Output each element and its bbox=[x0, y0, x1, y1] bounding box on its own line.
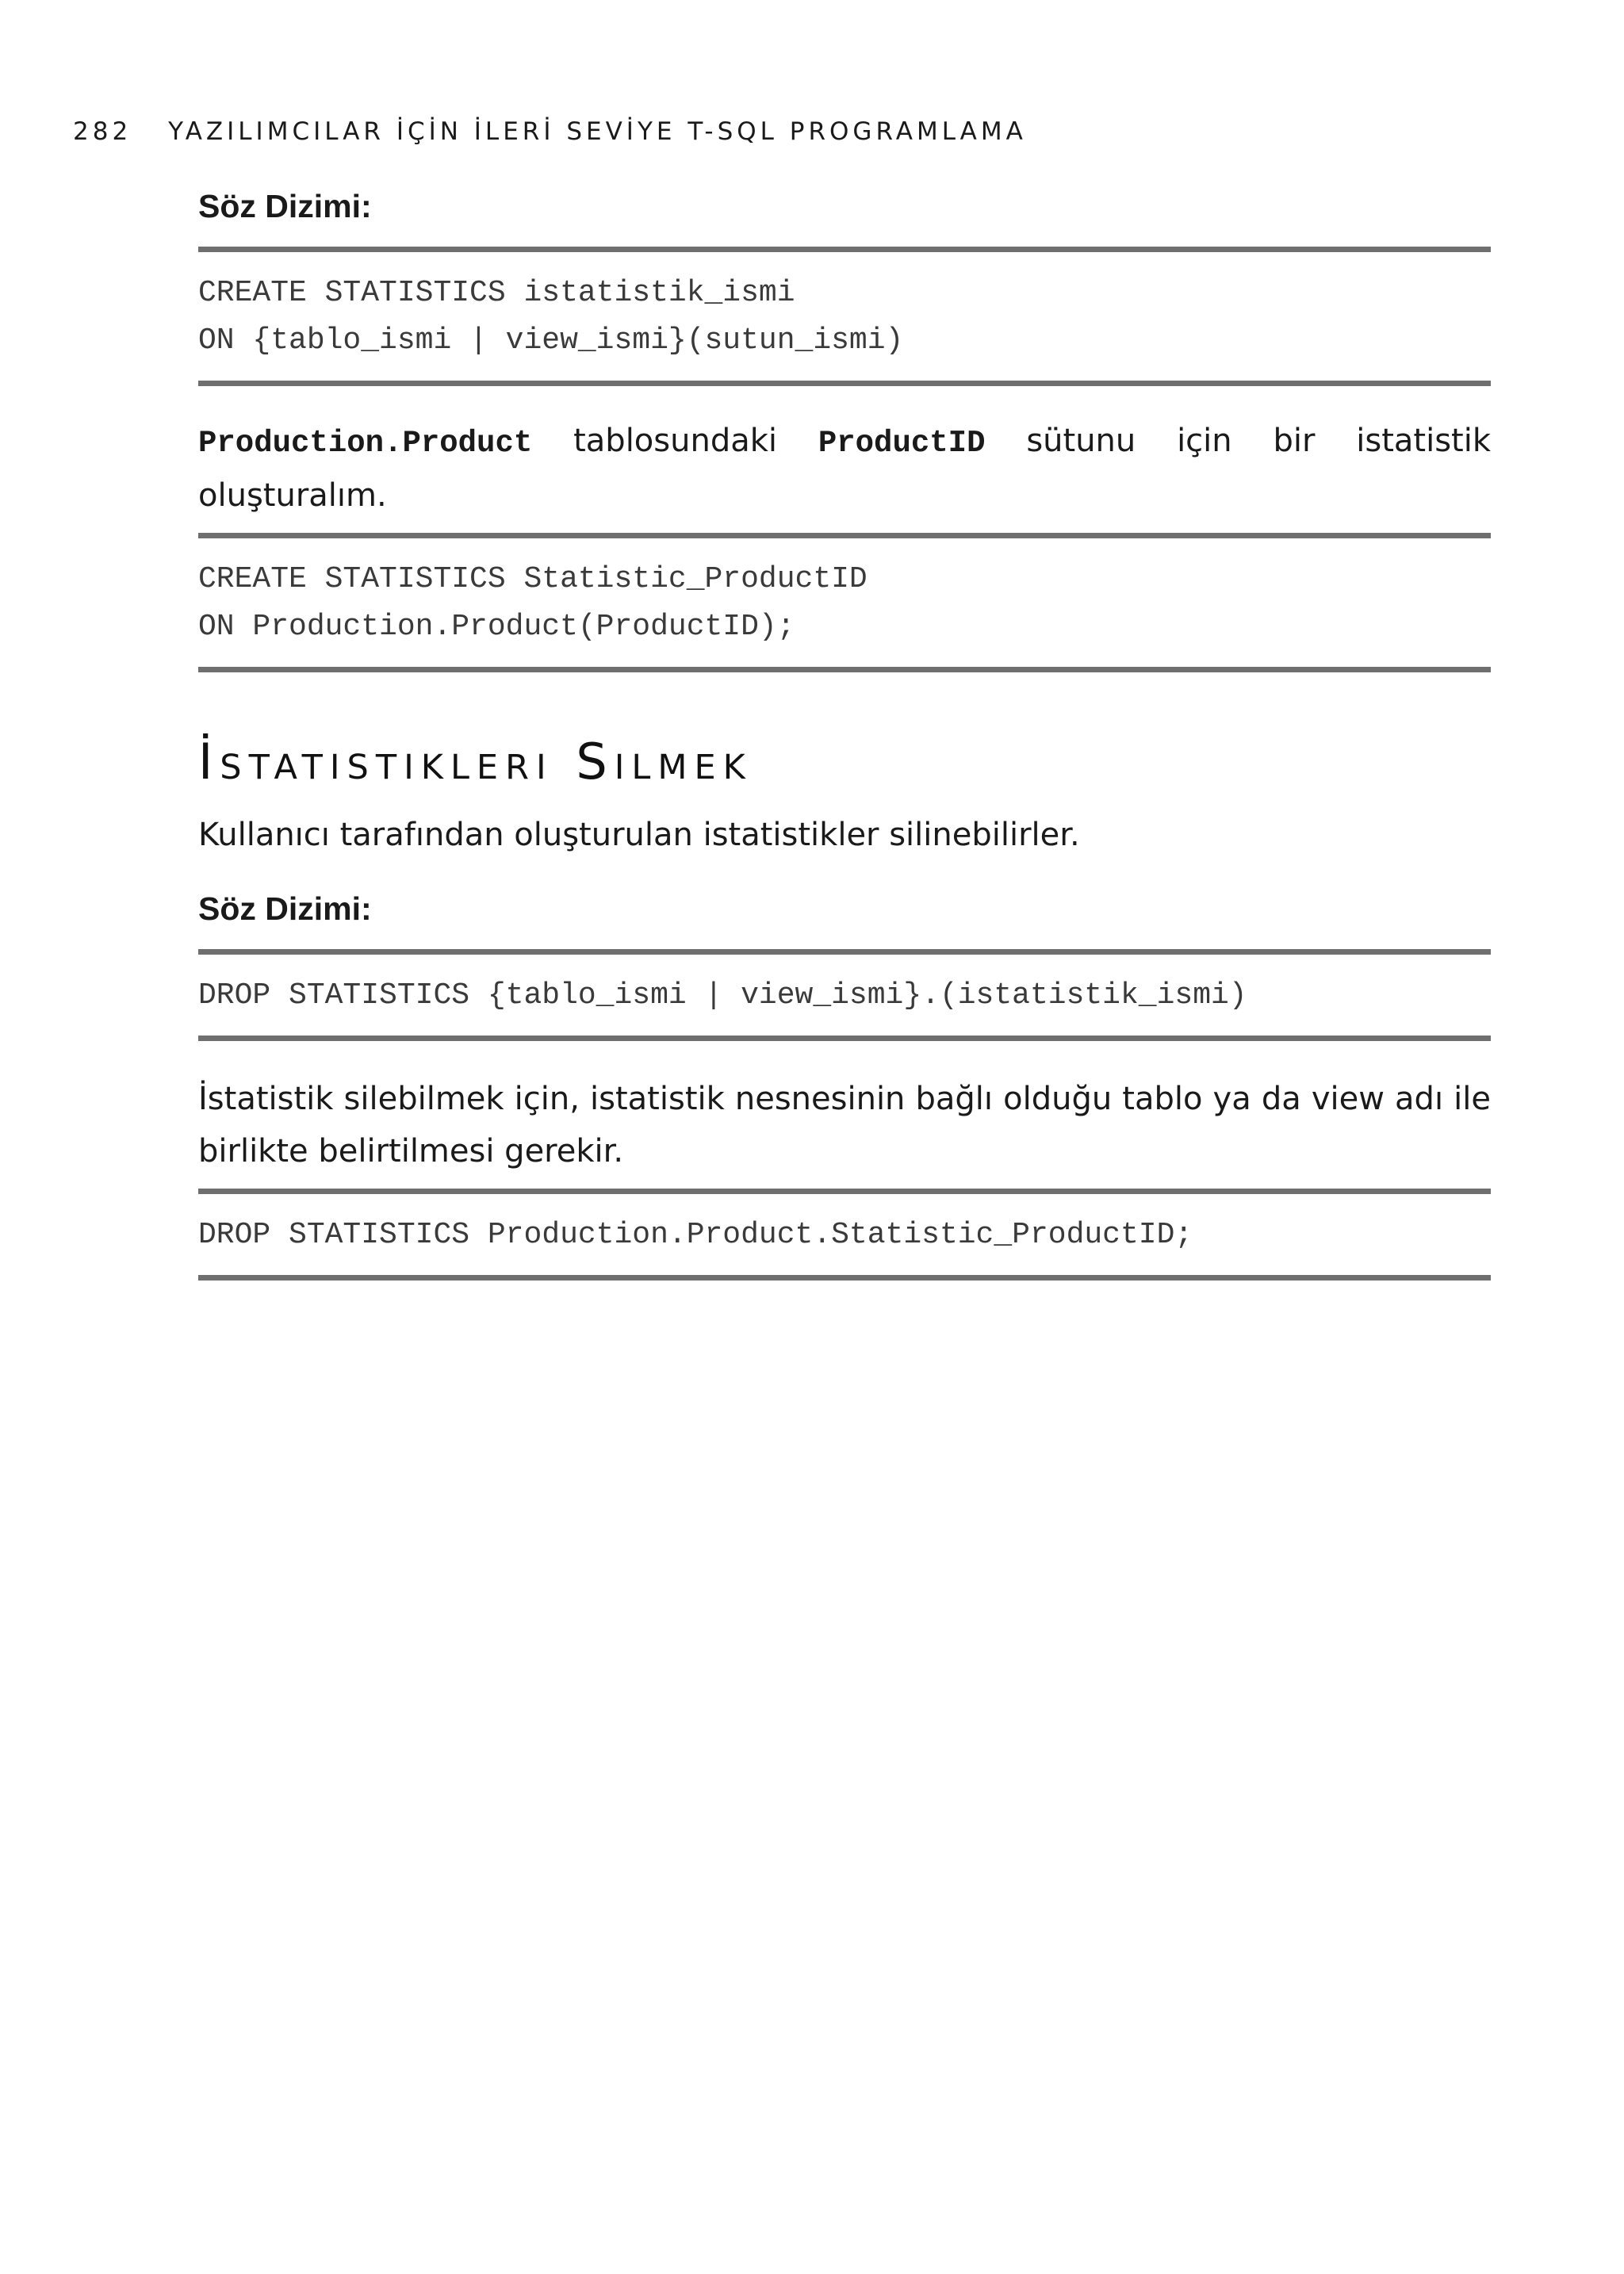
paragraph-drop-explanation: İstatistik silebilmek için, istatistik nesnesinin bağlı olduğu tablo ya da view adı ile birlikte belirtilmesi gerekir. bbox=[198, 1081, 1491, 1170]
code-line: CREATE STATISTICS istatistik_ismi bbox=[198, 276, 795, 310]
code-block-syntax-drop bbox=[198, 949, 1491, 1041]
running-head bbox=[73, 117, 1027, 146]
code-line: DROP STATISTICS {tablo_ismi | view_ismi}.(istatistik_ismi) bbox=[198, 978, 1247, 1013]
book-title: YAZILIMCILAR İÇİN İLERİ SEVİYE T-SQL PROGRAMLAMA bbox=[168, 117, 1027, 146]
syntax-label: Söz Dizimi: bbox=[198, 890, 372, 927]
section-heading: İstatistikleri Silmek bbox=[198, 733, 753, 791]
paragraph-text: tablosundaki bbox=[532, 423, 818, 459]
code-block-create-example bbox=[198, 533, 1491, 672]
code-line: DROP STATISTICS Production.Product.Statistic_ProductID; bbox=[198, 1218, 1193, 1252]
code-block-syntax-create bbox=[198, 247, 1491, 386]
page-content bbox=[198, 190, 1491, 1281]
code-line: ON Production.Product(ProductID); bbox=[198, 610, 795, 644]
paragraph-intro: Kullanıcı tarafından oluşturulan istatistikler silinebilirler. bbox=[198, 817, 1080, 853]
inline-code: Production.Product bbox=[198, 426, 533, 461]
code-line: ON {tablo_ismi | view_ismi}(sutun_ismi) bbox=[198, 323, 904, 358]
code-line: CREATE STATISTICS Statistic_ProductID bbox=[198, 562, 868, 596]
syntax-label: Söz Dizimi: bbox=[198, 188, 372, 224]
inline-code: ProductID bbox=[818, 426, 986, 461]
paragraph-create-example bbox=[198, 415, 1491, 522]
page-number: 282 bbox=[73, 117, 132, 146]
code-block-drop-example bbox=[198, 1189, 1491, 1281]
paragraph-text: sütunu için bir istatistik oluşturalım. bbox=[198, 423, 1491, 514]
